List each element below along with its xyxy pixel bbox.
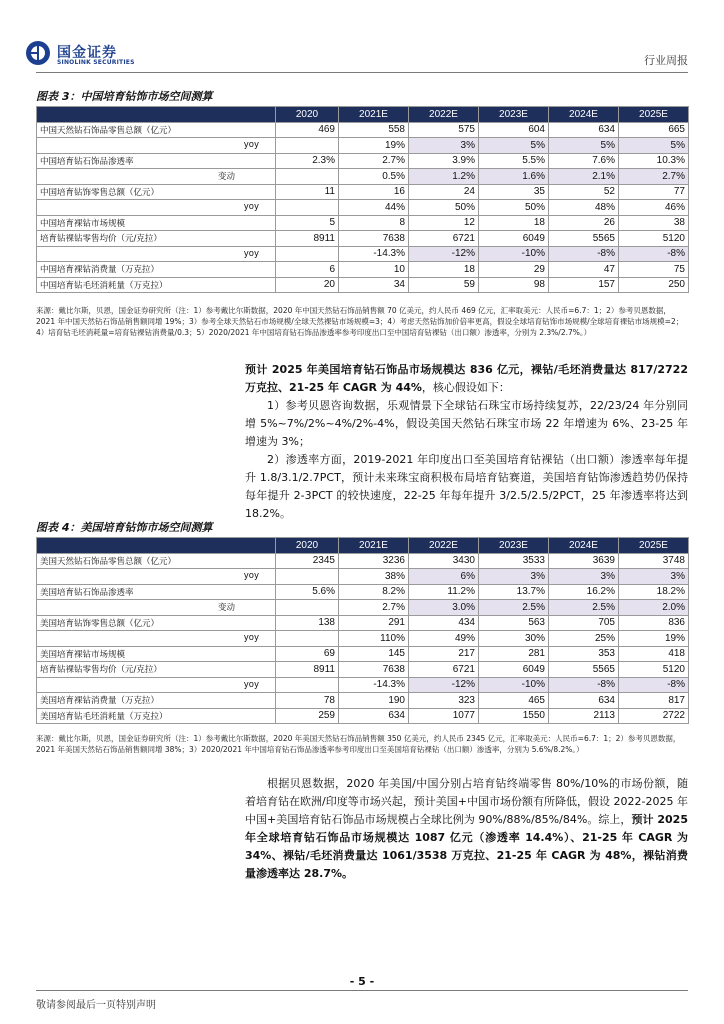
table-cell: 5%	[619, 138, 689, 154]
table-cell: 3%	[549, 569, 619, 585]
row-label: 美国天然钻石饰品零售总额（亿元）	[37, 553, 276, 569]
row-label: 中国培育裸钻消费量（万克拉）	[37, 262, 276, 278]
table-cell: -12%	[409, 677, 479, 693]
table-cell: 145	[339, 646, 409, 662]
row-label: yoy	[37, 246, 276, 262]
table-cell: 50%	[409, 200, 479, 216]
table-cell: 3430	[409, 553, 479, 569]
table-cell: 7.6%	[549, 153, 619, 169]
table-cell: 3533	[479, 553, 549, 569]
footer-divider	[36, 990, 688, 991]
table-cell: 5120	[619, 231, 689, 247]
table-cell: 6%	[409, 569, 479, 585]
table-cell: 8911	[276, 662, 339, 678]
table-cell	[276, 569, 339, 585]
table-cell: 16.2%	[549, 584, 619, 600]
table-cell: 1.6%	[479, 169, 549, 185]
table-cell: 138	[276, 615, 339, 631]
table-cell: 47	[549, 262, 619, 278]
row-label: 中国天然钻石饰品零售总额（亿元）	[37, 122, 276, 138]
table-row	[37, 184, 689, 200]
table-cell: 190	[339, 693, 409, 709]
row-label: 变动	[37, 600, 276, 616]
table-cell: 469	[276, 122, 339, 138]
table-cell: 2722	[619, 708, 689, 724]
row-label: yoy	[37, 138, 276, 154]
table-cell: 26	[549, 215, 619, 231]
table-row	[37, 122, 689, 138]
us-forecast-headline: 预计 2025 年美国培育钻石饰品市场规模达 836 亿元，裸钻/毛坯消费量达 817/2722 万克拉、21-25 年 CAGR 为 44%	[245, 363, 688, 394]
row-label: 中国培育钻饰零售总额（亿元）	[37, 184, 276, 200]
table-cell: 5	[276, 215, 339, 231]
table-cell: 3%	[409, 138, 479, 154]
figure4-title: 图表 4：美国培育钻饰市场空间测算	[36, 519, 688, 539]
table-cell: 353	[549, 646, 619, 662]
table-cell: 157	[549, 277, 619, 293]
table-cell: 634	[549, 693, 619, 709]
table-cell	[276, 677, 339, 693]
table-cell: 2.0%	[619, 600, 689, 616]
column-header: 2024E	[549, 538, 619, 554]
table-cell: 8	[339, 215, 409, 231]
table-cell: 19%	[339, 138, 409, 154]
table-row	[37, 646, 689, 662]
table-cell: 98	[479, 277, 549, 293]
table-cell: -10%	[479, 677, 549, 693]
table-cell: 5565	[549, 231, 619, 247]
table-cell: 20	[276, 277, 339, 293]
logo-text-cn: 国金证券	[57, 45, 117, 61]
assumption-1: 1）参考贝恩咨询数据，乐观情景下全球钻石珠宝市场持续复苏，22/23/24 年分别同增 5%~7%/2%~4%/2%-4%，假设美国天然钻石珠宝市场 22 年增速为 6%、23-25 年增速为 3%；	[245, 399, 688, 448]
table-cell: 575	[409, 122, 479, 138]
table-cell: 77	[619, 184, 689, 200]
table-row	[37, 138, 689, 154]
table-cell: 2.7%	[339, 153, 409, 169]
column-header: 2025E	[619, 107, 689, 123]
table-cell: 3.0%	[409, 600, 479, 616]
row-label: 美国培育钻毛坯消耗量（万克拉）	[37, 708, 276, 724]
table-cell: 24	[409, 184, 479, 200]
table-cell: 11.2%	[409, 584, 479, 600]
table-cell: 5%	[549, 138, 619, 154]
row-label: 美国培育钻饰零售总额（亿元）	[37, 615, 276, 631]
disclaimer-note: 敬请参阅最后一页特别声明	[36, 1000, 156, 1011]
column-header: 2020	[276, 538, 339, 554]
column-header: 2025E	[619, 538, 689, 554]
table-cell: 13.7%	[479, 584, 549, 600]
table-cell: 281	[479, 646, 549, 662]
table-cell: 250	[619, 277, 689, 293]
table-cell: 5%	[479, 138, 549, 154]
row-label: 培育钻裸钻零售均价（元/克拉）	[37, 662, 276, 678]
table-cell: 5565	[549, 662, 619, 678]
table-cell: 6721	[409, 662, 479, 678]
table-cell: 1.2%	[409, 169, 479, 185]
table-row	[37, 600, 689, 616]
table-cell: 18.2%	[619, 584, 689, 600]
table-cell: 19%	[619, 631, 689, 647]
paragraph-us-forecast	[245, 361, 688, 397]
table-row	[37, 708, 689, 724]
global-forecast-text: 根据贝恩数据，2020 年美国/中国分别占培育钻终端零售 80%/10%的市场份额，随着培育钻在欧洲/印度等市场兴起，预计美国+中国市场份额有所降低，假设 2022-2025 年中国+美国培育钻石饰品市场规模占全球比例为 90%/88%/85%/84%。综上，	[245, 777, 688, 826]
table-cell: 2113	[549, 708, 619, 724]
table-cell: 16	[339, 184, 409, 200]
table-cell: 52	[549, 184, 619, 200]
row-label: yoy	[37, 200, 276, 216]
table-cell	[276, 200, 339, 216]
table-row	[37, 215, 689, 231]
table-cell: 5.5%	[479, 153, 549, 169]
table-cell: 0.5%	[339, 169, 409, 185]
table-cell: 8911	[276, 231, 339, 247]
table-row	[37, 553, 689, 569]
table-cell: 48%	[549, 200, 619, 216]
table-cell: 7638	[339, 231, 409, 247]
table-cell: -8%	[619, 246, 689, 262]
table-cell: 6049	[479, 231, 549, 247]
table-cell: 1077	[409, 708, 479, 724]
table-cell	[276, 138, 339, 154]
table-cell: -8%	[549, 246, 619, 262]
table-cell: 6049	[479, 662, 549, 678]
table-cell: 3639	[549, 553, 619, 569]
table-cell: -14.3%	[339, 246, 409, 262]
page-number: - 5 -	[349, 975, 375, 988]
paragraph-global-forecast	[245, 775, 688, 883]
table-cell: 3%	[619, 569, 689, 585]
table-cell: -12%	[409, 246, 479, 262]
table-cell: 634	[339, 708, 409, 724]
table-cell: 50%	[479, 200, 549, 216]
table-row	[37, 231, 689, 247]
table-cell: 34	[339, 277, 409, 293]
table-row	[37, 153, 689, 169]
table-row	[37, 277, 689, 293]
table-cell: 59	[409, 277, 479, 293]
report-type: 行业周报	[644, 54, 688, 67]
column-header: 2021E	[339, 107, 409, 123]
table-cell	[276, 600, 339, 616]
table-cell: 35	[479, 184, 549, 200]
table-cell: 49%	[409, 631, 479, 647]
column-header: 2021E	[339, 538, 409, 554]
table-cell: 30%	[479, 631, 549, 647]
table-row	[37, 262, 689, 278]
table-cell: 38	[619, 215, 689, 231]
table-cell: 38%	[339, 569, 409, 585]
table-cell: 6721	[409, 231, 479, 247]
table-cell: 2.7%	[339, 600, 409, 616]
table-cell: -8%	[549, 677, 619, 693]
table-cell: -14.3%	[339, 677, 409, 693]
table-cell: 8.2%	[339, 584, 409, 600]
table-cell: 29	[479, 262, 549, 278]
table-cell	[276, 169, 339, 185]
table-cell: 634	[549, 122, 619, 138]
table-row	[37, 662, 689, 678]
table-cell: 3748	[619, 553, 689, 569]
row-label: 中国培育裸钻市场规模	[37, 215, 276, 231]
table-row	[37, 169, 689, 185]
table-cell: 3236	[339, 553, 409, 569]
table-cell: 323	[409, 693, 479, 709]
table-cell: 12	[409, 215, 479, 231]
table-row	[37, 677, 689, 693]
assumption-2: 2）渗透率方面，2019-2021 年印度出口至美国培育钻裸钻（出口额）渗透率每年提升 1.8/3.1/2.7PCT，预计未来珠宝商积极布局培育钻赛道，美国培育钻饰渗透趋势仍保持每年提升 2-3PCT 的较快速度，22-25 年每年提升 3/2.5/2.5/2PCT，25 年渗透率将达到 18.2%。	[245, 453, 688, 520]
header-divider	[36, 72, 688, 73]
row-label: yoy	[37, 631, 276, 647]
us-forecast-lead: ，核心假设如下：	[421, 381, 510, 394]
row-label: 美国培育钻石饰品渗透率	[37, 584, 276, 600]
table-cell: 25%	[549, 631, 619, 647]
column-header: 2022E	[409, 538, 479, 554]
table-cell: 434	[409, 615, 479, 631]
logo-text-en: SINOLINK SECURITIES	[57, 59, 135, 66]
table-cell: 418	[619, 646, 689, 662]
table-row	[37, 569, 689, 585]
table-cell: 604	[479, 122, 549, 138]
global-forecast-headline: 预计 2025 年全球培育钻石饰品市场规模达 1087 亿元（渗透率 14.4%）、21-25 年 CAGR 为 34%、裸钻/毛坯消费量达 1061/3538 万克拉、21-25 年 CAGR 为 48%，	[245, 813, 688, 862]
table-cell: 44%	[339, 200, 409, 216]
table-cell: 7638	[339, 662, 409, 678]
table-cell	[276, 246, 339, 262]
table-cell: 217	[409, 646, 479, 662]
table-cell: 3%	[479, 569, 549, 585]
global-penetration-highlight: 裸钻消费量渗透率达 28.7%。	[245, 849, 689, 880]
table-header-row	[37, 538, 689, 554]
table-row	[37, 584, 689, 600]
table-cell: -10%	[479, 246, 549, 262]
table-cell: 2.5%	[479, 600, 549, 616]
table-cell: 665	[619, 122, 689, 138]
table-cell: 69	[276, 646, 339, 662]
table-cell: 817	[619, 693, 689, 709]
table-cell: 2.7%	[619, 169, 689, 185]
row-label: 中国培育钻石饰品渗透率	[37, 153, 276, 169]
table-cell: 558	[339, 122, 409, 138]
table-cell: 110%	[339, 631, 409, 647]
table-cell: 5120	[619, 662, 689, 678]
figure4-source: 来源：戴比尔斯，贝恩，国金证券研究所（注：1）参考戴比尔斯数据，2020 年美国天然钻石饰品销售额 350 亿美元，约人民币 2345 亿元，汇率取美元：人民币=6.7：1；2）参考贝恩数据，2021 年美国天然钻石饰品销售额同增 38%；3）2020/2021 年中国培育钻石饰品渗透率参考印度出口至美国培育钻裸钻（出口额）渗透率，分别为 5.6%/8.2%。）	[36, 734, 681, 754]
row-label: 变动	[37, 169, 276, 185]
table-row	[37, 615, 689, 631]
table-cell: 10.3%	[619, 153, 689, 169]
row-label: 美国培育裸钻消费量（万克拉）	[37, 693, 276, 709]
row-label: 培育钻裸钻零售均价（元/克拉）	[37, 231, 276, 247]
column-header: 2023E	[479, 107, 549, 123]
table-cell: 2345	[276, 553, 339, 569]
figure3-title: 图表 3：中国培育钻饰市场空间测算	[36, 88, 688, 108]
table-cell: 10	[339, 262, 409, 278]
table-row	[37, 200, 689, 216]
table-cell: 563	[479, 615, 549, 631]
column-header: 2023E	[479, 538, 549, 554]
table-cell: 78	[276, 693, 339, 709]
table-cell: 3.9%	[409, 153, 479, 169]
table-cell: 18	[409, 262, 479, 278]
table-cell: 1550	[479, 708, 549, 724]
table-cell: -8%	[619, 677, 689, 693]
table-row	[37, 693, 689, 709]
company-logo-icon	[25, 40, 51, 66]
row-label: yoy	[37, 677, 276, 693]
table-cell: 2.5%	[549, 600, 619, 616]
table-cell: 705	[549, 615, 619, 631]
row-label: 美国培育裸钻市场规模	[37, 646, 276, 662]
table-cell: 2.1%	[549, 169, 619, 185]
row-label: 中国培育钻毛坯消耗量（万克拉）	[37, 277, 276, 293]
table-cell: 2.3%	[276, 153, 339, 169]
column-header: 2020	[276, 107, 339, 123]
table-cell	[276, 631, 339, 647]
column-header: 2022E	[409, 107, 479, 123]
column-header	[37, 107, 276, 123]
table-cell: 18	[479, 215, 549, 231]
table-header-row	[37, 107, 689, 123]
table-cell: 11	[276, 184, 339, 200]
table-cell: 836	[619, 615, 689, 631]
table-cell: 291	[339, 615, 409, 631]
figure3-table	[36, 106, 689, 293]
table-cell: 465	[479, 693, 549, 709]
table-row	[37, 631, 689, 647]
table-cell: 75	[619, 262, 689, 278]
figure4-table	[36, 537, 689, 724]
figure3-source: 来源：戴比尔斯，贝恩，国金证券研究所（注：1）参考戴比尔斯数据，2020 年中国天然钻石饰品销售额 70 亿美元，约人民币 469 亿元，汇率取美元：人民币=6.7：1；2）参考贝恩数据，2021 年中国天然钻石饰品销售额同增 19%；3）参考全球天然钻石市场规模/全球天然裸钻市场规模=3；4）考虑天然钻饰加价倍率更高，假设全球培育钻饰市场规模/全球培育裸钻市场规模=2；4）培育钻毛坯消耗量=培育钻裸钻消费量/0.3；5）2020/2021 年中国培育钻石饰品渗透率参考印度出口至中国培育钻裸钻（出口额）渗透率，分别为 2.3%/2.7%。）	[36, 306, 684, 337]
table-cell: 259	[276, 708, 339, 724]
column-header	[37, 538, 276, 554]
column-header: 2024E	[549, 107, 619, 123]
table-row	[37, 246, 689, 262]
table-cell: 6	[276, 262, 339, 278]
table-cell: 46%	[619, 200, 689, 216]
table-cell: 5.6%	[276, 584, 339, 600]
row-label: yoy	[37, 569, 276, 585]
